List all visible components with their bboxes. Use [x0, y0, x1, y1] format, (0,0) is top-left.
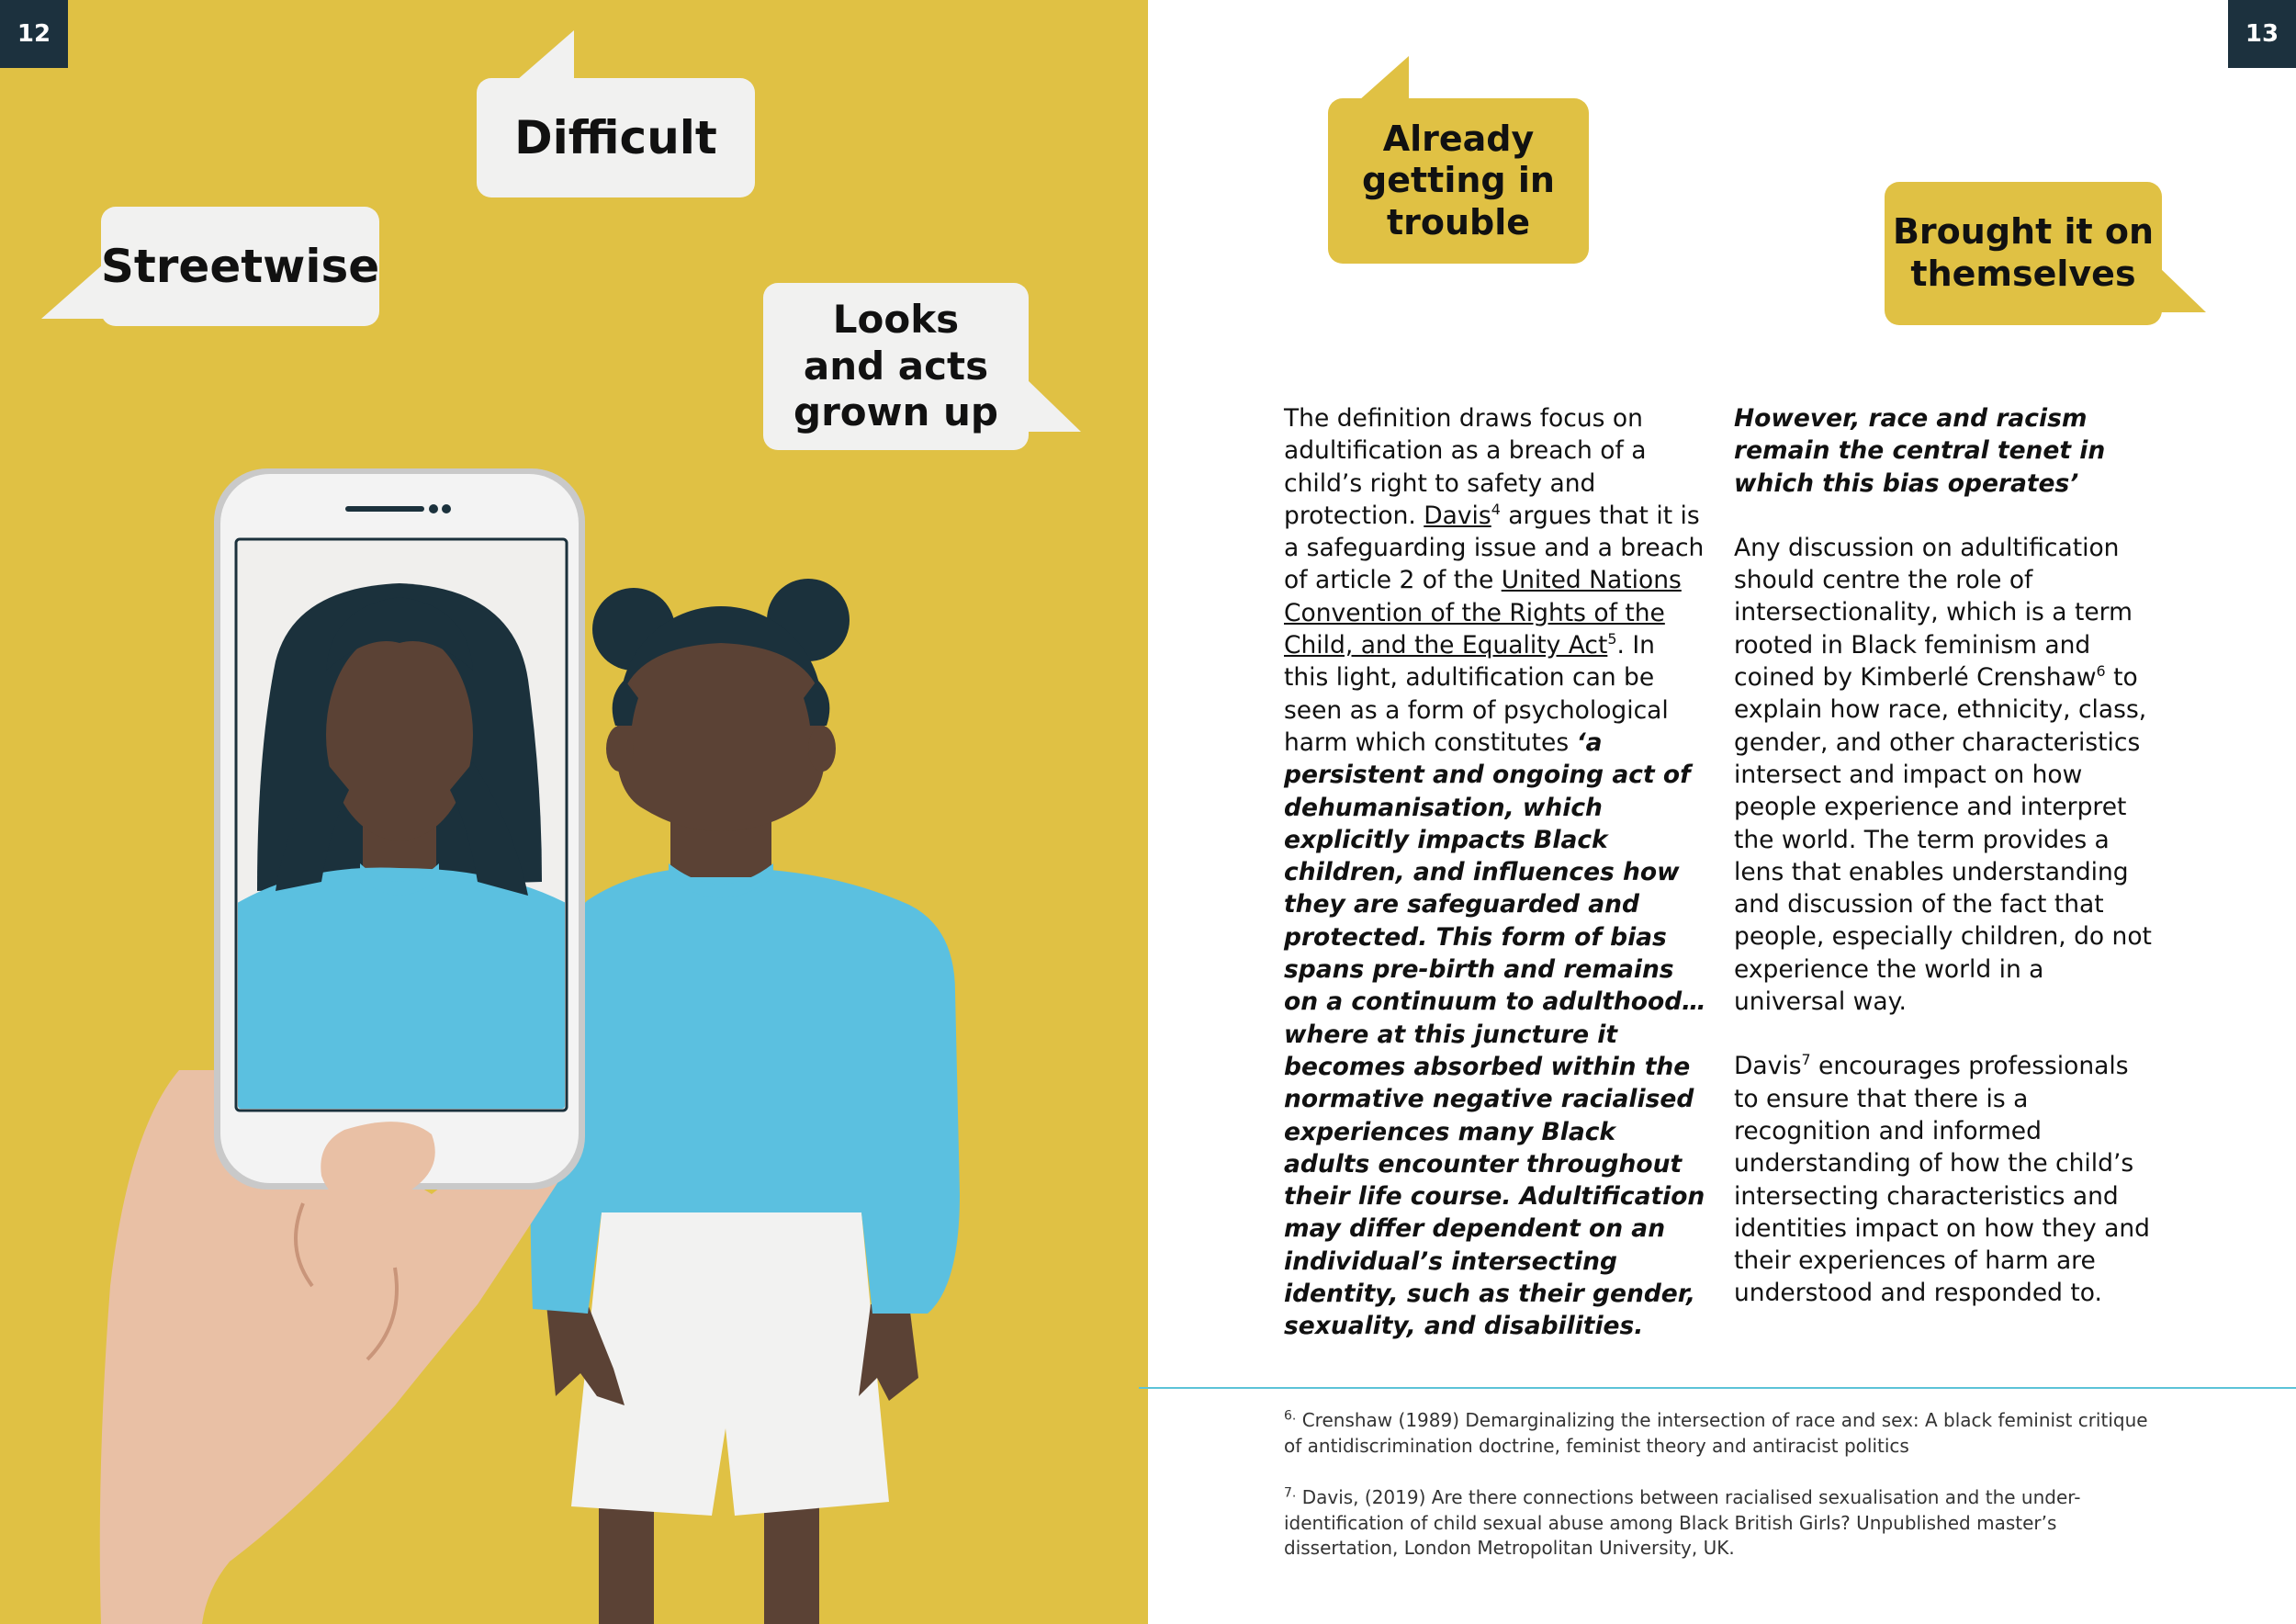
paragraph-davis-professionals: [1734, 1050, 2156, 1309]
footnote-6-number: 6.: [1284, 1408, 1297, 1424]
footnote-6-text: Crenshaw (1989) Demarginalizing the intersection of race and sex: A black feminist critique of antidiscrimination doctrine, feminist theory and antiracist politics: [1284, 1409, 2148, 1457]
girl-illustration: [531, 579, 961, 1624]
page-number-left: 12: [0, 0, 68, 68]
text-column-2: [1734, 402, 2156, 1342]
bubble-streetwise-text: Streetwise: [100, 240, 380, 293]
bubble-already-line2: getting in: [1362, 160, 1555, 201]
bubble-already-getting-in-trouble: [1328, 98, 1589, 264]
footnote-6: [1284, 1408, 2166, 1459]
paragraph-definition: [1284, 402, 1706, 1343]
footnote-ref-5: 5: [1607, 630, 1617, 648]
text-segment: The definition draws focus on adultification as a breach of a child’s right to safety and protection.: [1284, 404, 1647, 530]
footnote-divider: [1139, 1387, 2296, 1389]
bubble-difficult-text: Difficult: [514, 111, 717, 164]
footnote-ref-6: 6: [2096, 662, 2106, 681]
un-convention-link[interactable]: United Nations Convention of the Rights of the Child, and the Equality Act: [1284, 566, 1682, 660]
bubble-brought-line2: themselves: [1910, 254, 2136, 294]
quote-conclusion: However, race and racism remain the central tenet in which this bias operates’: [1734, 404, 2106, 498]
text-column-1: [1284, 402, 1706, 1375]
paragraph-intersectionality: [1734, 532, 2156, 1018]
bubble-already-line3: trouble: [1386, 201, 1531, 242]
footnote-7-text: Davis, (2019) Are there connections between racialised sexualisation and the under-identification of child sexual abuse among Black British Girls? Unpublished master’s dissertation, London Metropolitan University, UK.: [1284, 1486, 2081, 1559]
bubble-brought-it-on-themselves: [1885, 182, 2162, 325]
quote-text: ‘a persistent and ongoing act of dehumanisation, which explicitly impacts Black children, and influences how they are safeguarded and protected. This form of bias spans pre-birth and remains on a continuum to adulthood… where at this juncture it becomes absorbed within the normative negative racialised experiences many Black adults encounter throughout their life course. Adultification may differ dependent on an individual’s intersecting identity, such as their gender, sexuality, and disabilities.: [1284, 727, 1706, 1341]
bubble-looks-line1: Looks: [832, 297, 960, 343]
footnote-7-number: 7.: [1284, 1485, 1297, 1501]
text-segment: . In this light, adultification can be seen as a form of psychological harm which constitutes: [1284, 631, 1669, 757]
footnote-7: [1284, 1485, 2166, 1562]
bubble-looks-and-acts-grown-up: [763, 283, 1029, 450]
bubble-brought-line1: Brought it on: [1892, 211, 2155, 253]
smartphone-illustration: [214, 468, 585, 1190]
davis-link[interactable]: Davis: [1424, 501, 1491, 530]
text-segment: Any discussion on adultification should centre the role of intersectionality, which is a term rooted in Black feminism and coined by Kimberlé Crenshaw: [1734, 533, 2133, 693]
footnote-ref-4: 4: [1491, 501, 1501, 519]
bubble-streetwise: [101, 207, 379, 326]
footnote-ref-7: 7: [1801, 1051, 1811, 1069]
page-number-right: 13: [2228, 0, 2296, 68]
text-segment: encourages professionals to ensure that there is a recognition and informed understanding of how the child’s intersecting characteristics and identities impact on how they and their experiences of harm are understood and responded to.: [1734, 1052, 2150, 1308]
text-segment: Davis: [1734, 1052, 1802, 1081]
text-segment: argues that it is a safeguarding issue and a breach of article 2 of the: [1284, 501, 1705, 595]
bubble-looks-line3: grown up: [793, 389, 998, 435]
bubble-looks-line2: and acts: [803, 343, 989, 389]
right-page: [1148, 0, 2296, 1624]
bubble-difficult: [477, 78, 755, 197]
text-segment: to explain how race, ethnicity, class, gender, and other characteristics intersect and impact on how people experience and interpret the world. The term provides a lens that enables understanding and discussion of the fact that people, especially children, do not experience the world in a universal way.: [1734, 663, 2152, 1017]
bubble-already-line1: Already: [1382, 118, 1535, 159]
